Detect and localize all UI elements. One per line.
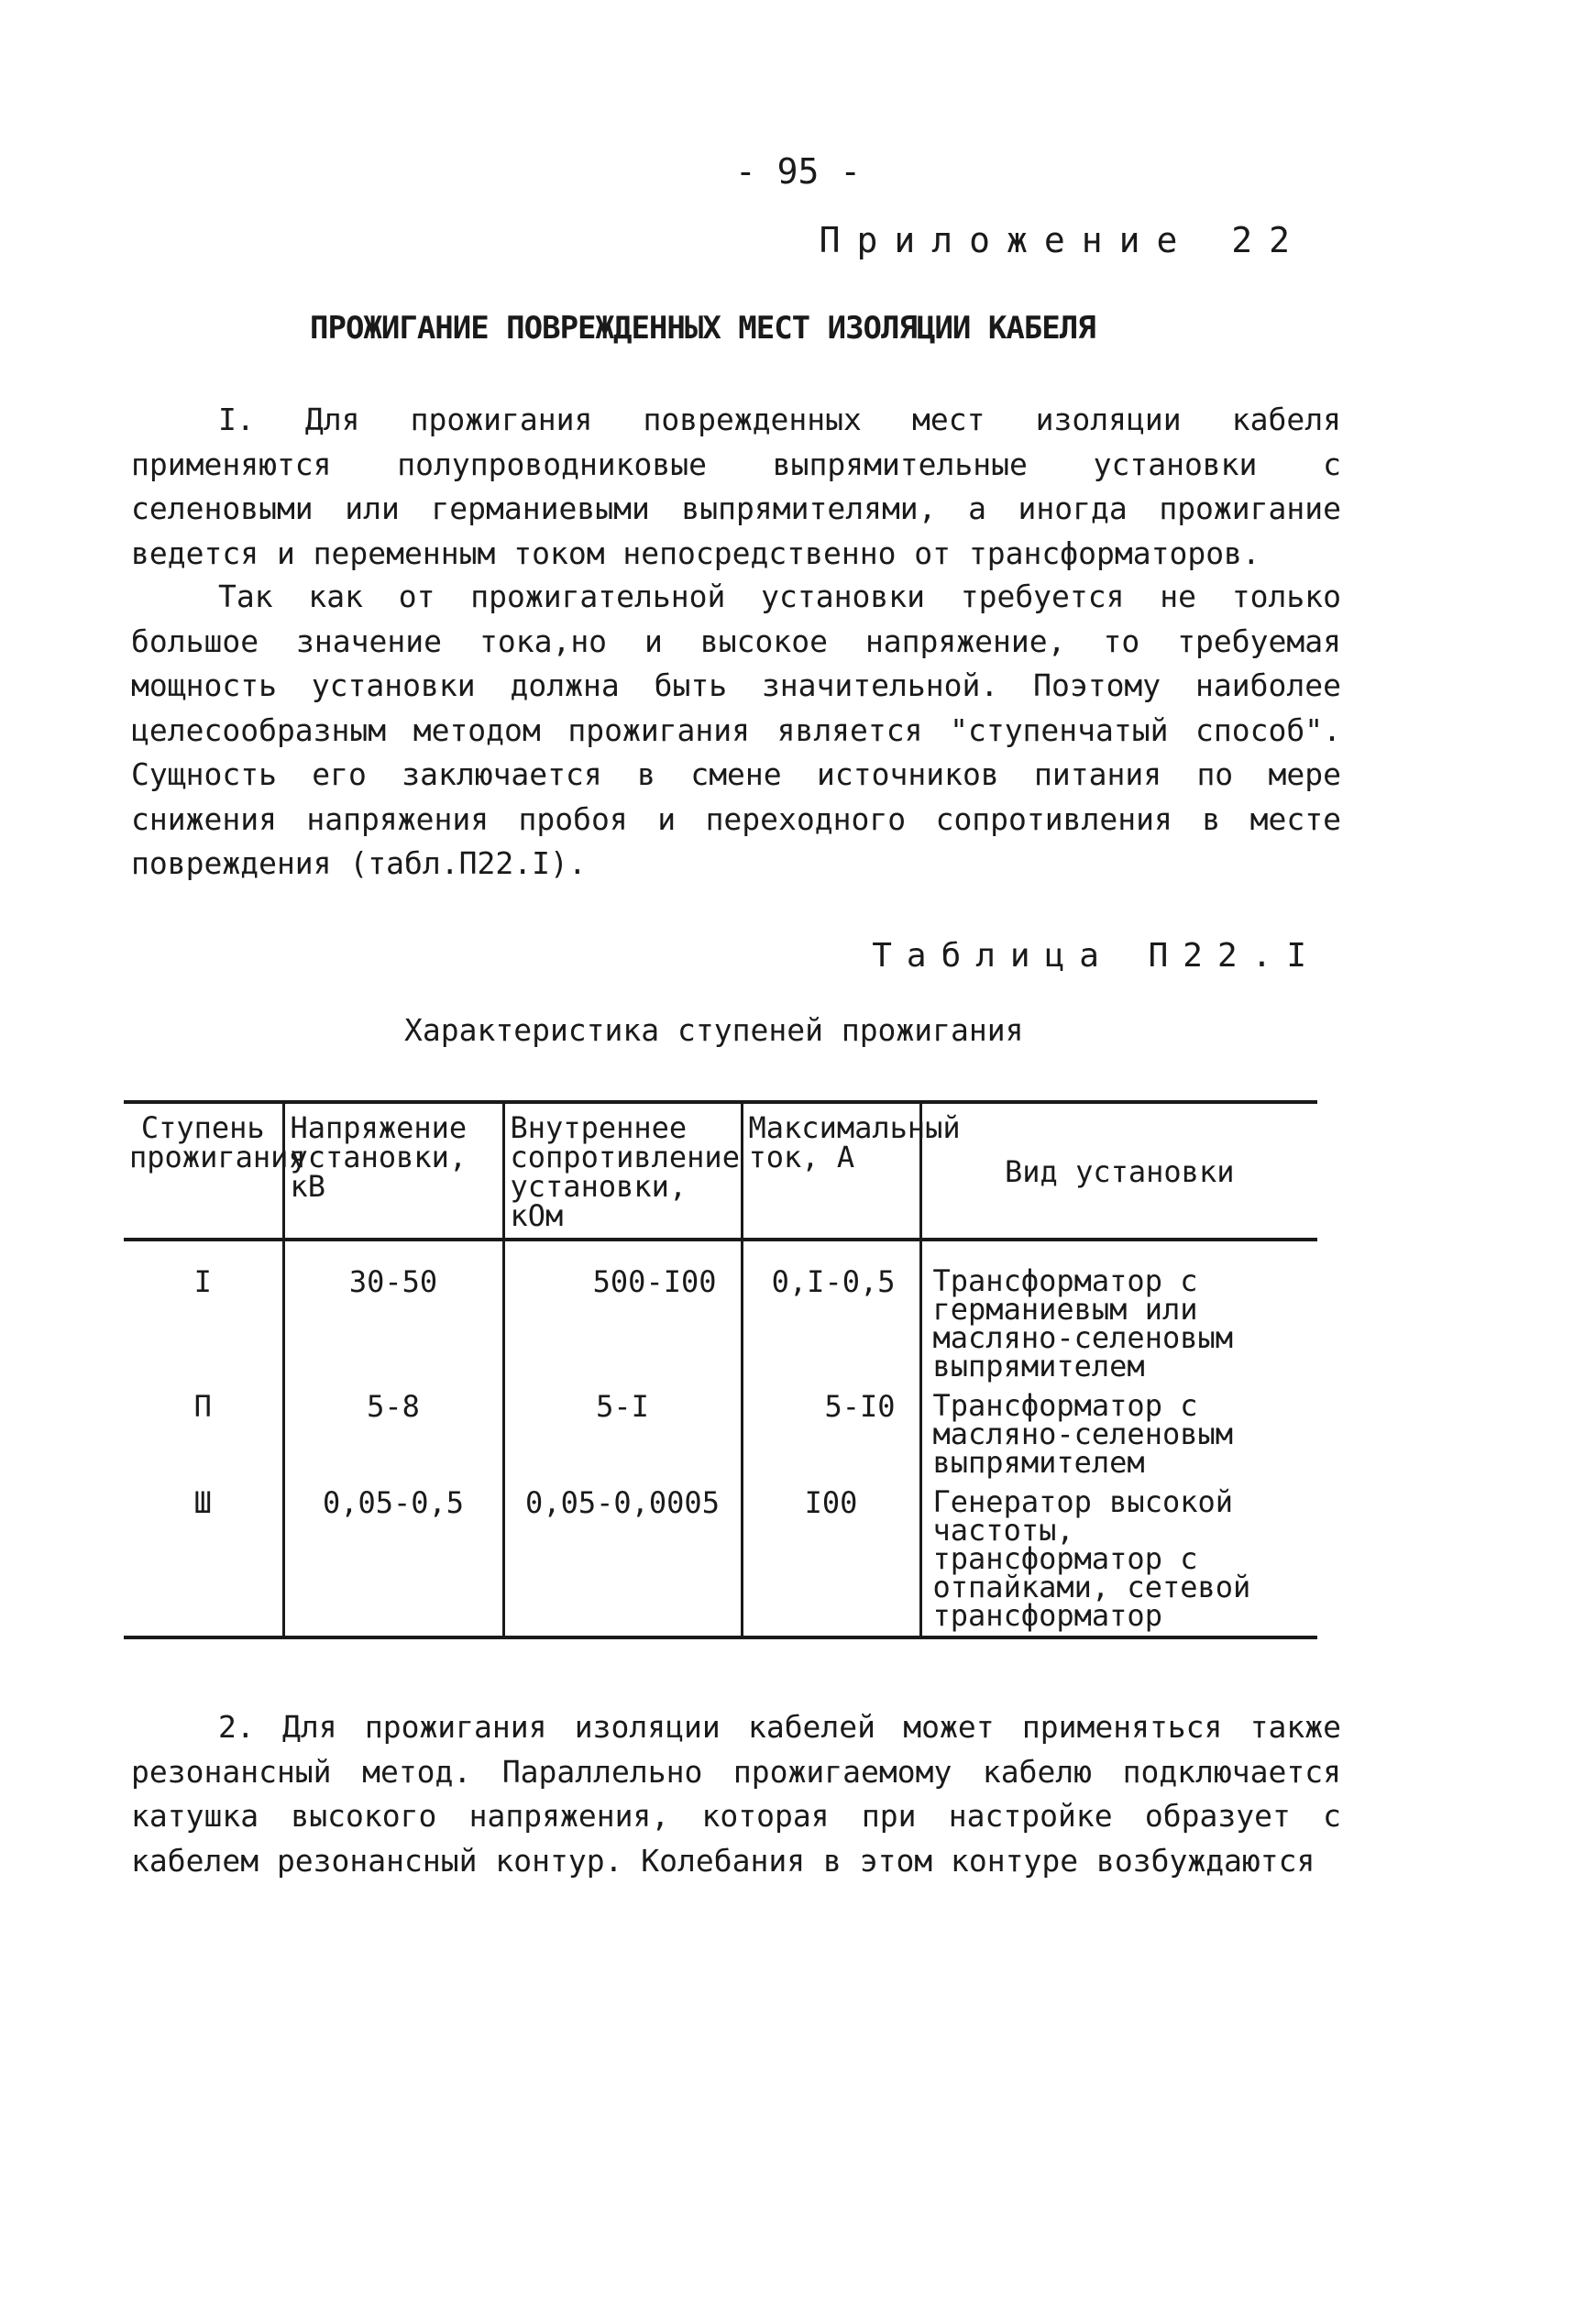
table-row [124, 1386, 1317, 1483]
header-stage: Ступень прожигания [129, 1110, 306, 1174]
page-number: - 95 - [734, 151, 862, 192]
paragraph-3: 2. Для прожигания изоляции кабелей может применяться также резонансный метод. Параллельно прожигаемому кабелю подключается катушка высокого напряжения, которая при настройке образует с кабелем резонансный контур. Колебания в этом контуре возбуждаются [131, 1709, 1341, 1879]
document-title: ПРОЖИГАНИЕ ПОВРЕЖДЕННЫХ МЕСТ ИЗОЛЯЦИИ КАБЕЛЯ [310, 310, 1095, 347]
cell-type: Генератор высокой частоты, трансформатор с отпайками, сетевой трансформатор [920, 1483, 1317, 1637]
cell-stage: П [193, 1389, 212, 1424]
table-caption: Характеристика ступеней прожигания [404, 1012, 1024, 1048]
cell-voltage: 5-8 [283, 1386, 503, 1483]
cell-resistance: 500-I00 [503, 1240, 742, 1386]
cell-type: Трансформатор с германиевым или масляно-селеновым выпрямителем [920, 1240, 1317, 1386]
cell-voltage: 0,05-0,5 [283, 1483, 503, 1637]
cell-current: 5-I0 [742, 1386, 920, 1483]
paragraph-2: Так как от прожигательной установки требуется не только большое значение тока,но и высокое напряжение, то требуемая мощность установки должна быть значительной. Поэтому наиболее целесообразным методом прожигания является "ступенчатый способ". Сущность его заключается в смене источников питания по мере снижения напряжения пробоя и переходного сопротивления в месте повреждения (табл.П22.I). [131, 579, 1341, 881]
cell-type: Трансформатор с масляно-селеновым выпрямителем [920, 1386, 1317, 1483]
table-row [124, 1483, 1317, 1637]
cell-stage: Ш [193, 1485, 212, 1520]
cell-stage: I [193, 1264, 212, 1299]
cell-voltage: 30-50 [283, 1240, 503, 1386]
cell-resistance: 5-I [503, 1386, 742, 1483]
cell-current: 0,I-0,5 [742, 1240, 920, 1386]
paragraph-1: I. Для прожигания поврежденных мест изоляции кабеля применяются полупроводниковые выпрямительные установки с селеновыми или германиевыми выпрямителями, а иногда прожигание ведется и переменным током непосредственно от трансформаторов. [131, 402, 1341, 571]
table-label: Таблица П22.I [872, 937, 1321, 975]
table-header-row [124, 1102, 1317, 1240]
burn-stages-table [124, 1100, 1317, 1639]
header-resistance: Внутреннее сопротивление установки, кОм [503, 1102, 742, 1240]
appendix-label: Приложение 22 [819, 220, 1306, 260]
header-voltage: Напряжение установки, кВ [283, 1102, 503, 1240]
cell-current: I00 [742, 1483, 920, 1637]
table-row [124, 1240, 1317, 1386]
header-type: Вид установки [920, 1102, 1317, 1240]
cell-resistance: 0,05-0,0005 [503, 1483, 742, 1637]
header-current: Максимальный ток, А [742, 1102, 920, 1240]
